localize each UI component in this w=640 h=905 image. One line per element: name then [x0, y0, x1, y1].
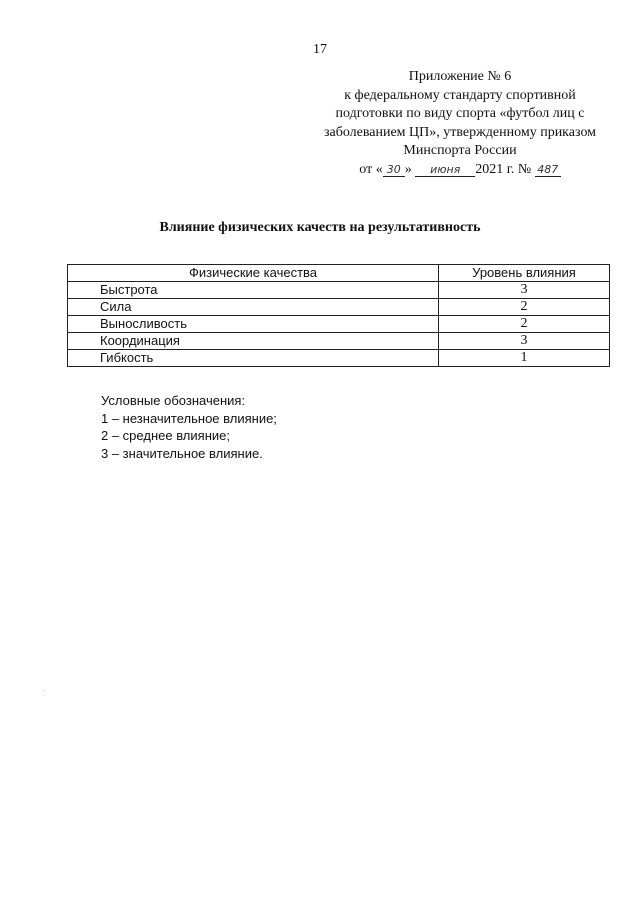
legend-heading: Условные обозначения:: [101, 393, 246, 408]
legend-item: 3 – значительное влияние.: [101, 445, 263, 461]
influence-table: [67, 264, 610, 367]
appendix-line: заболеванием ЦП», утвержденному приказом: [323, 124, 597, 140]
table-row: [68, 299, 610, 316]
column-header-quality: Физические качества: [68, 265, 439, 282]
quality-cell: Сила: [68, 299, 439, 316]
appendix-line: Приложение № 6: [408, 69, 512, 84]
legend-item: 1 – незначительное влияние;: [101, 410, 277, 426]
quality-cell: Быстрота: [68, 282, 439, 299]
appendix-line: Минспорта России: [403, 143, 517, 158]
date-year: 2021 г. №: [475, 161, 532, 177]
appendix-header: [300, 68, 620, 179]
appendix-line: подготовки по виду спорта «футбол лиц с: [335, 106, 585, 121]
level-cell: 2: [439, 316, 610, 333]
column-header-level: Уровень влияния: [439, 265, 610, 282]
page-number: 17: [313, 42, 327, 57]
table-row: [68, 316, 610, 333]
table-row: [68, 333, 610, 350]
level-cell: 2: [439, 299, 610, 316]
appendix-date-line: [300, 161, 620, 180]
level-cell: 1: [439, 350, 610, 367]
document-title: Влияние физических качеств на результативность: [159, 220, 481, 235]
level-cell: 3: [439, 333, 610, 350]
date-day-handwritten: 30: [383, 163, 405, 177]
legend: [101, 392, 277, 462]
date-prefix: от «: [359, 161, 383, 177]
table-header-row: [68, 265, 610, 282]
quality-cell: Выносливость: [68, 316, 439, 333]
table-row: [68, 350, 610, 367]
order-number-handwritten: 487: [535, 163, 561, 177]
date-month-handwritten: июня: [415, 163, 475, 177]
date-mid: »: [404, 161, 412, 177]
quality-cell: Координация: [68, 333, 439, 350]
legend-item: 2 – среднее влияние;: [101, 428, 230, 443]
level-cell: 3: [439, 282, 610, 299]
quality-cell: Гибкость: [68, 350, 439, 367]
appendix-line: к федеральному стандарту спортивной: [344, 87, 576, 103]
table-row: [68, 282, 610, 299]
scan-speck: [44, 690, 45, 691]
